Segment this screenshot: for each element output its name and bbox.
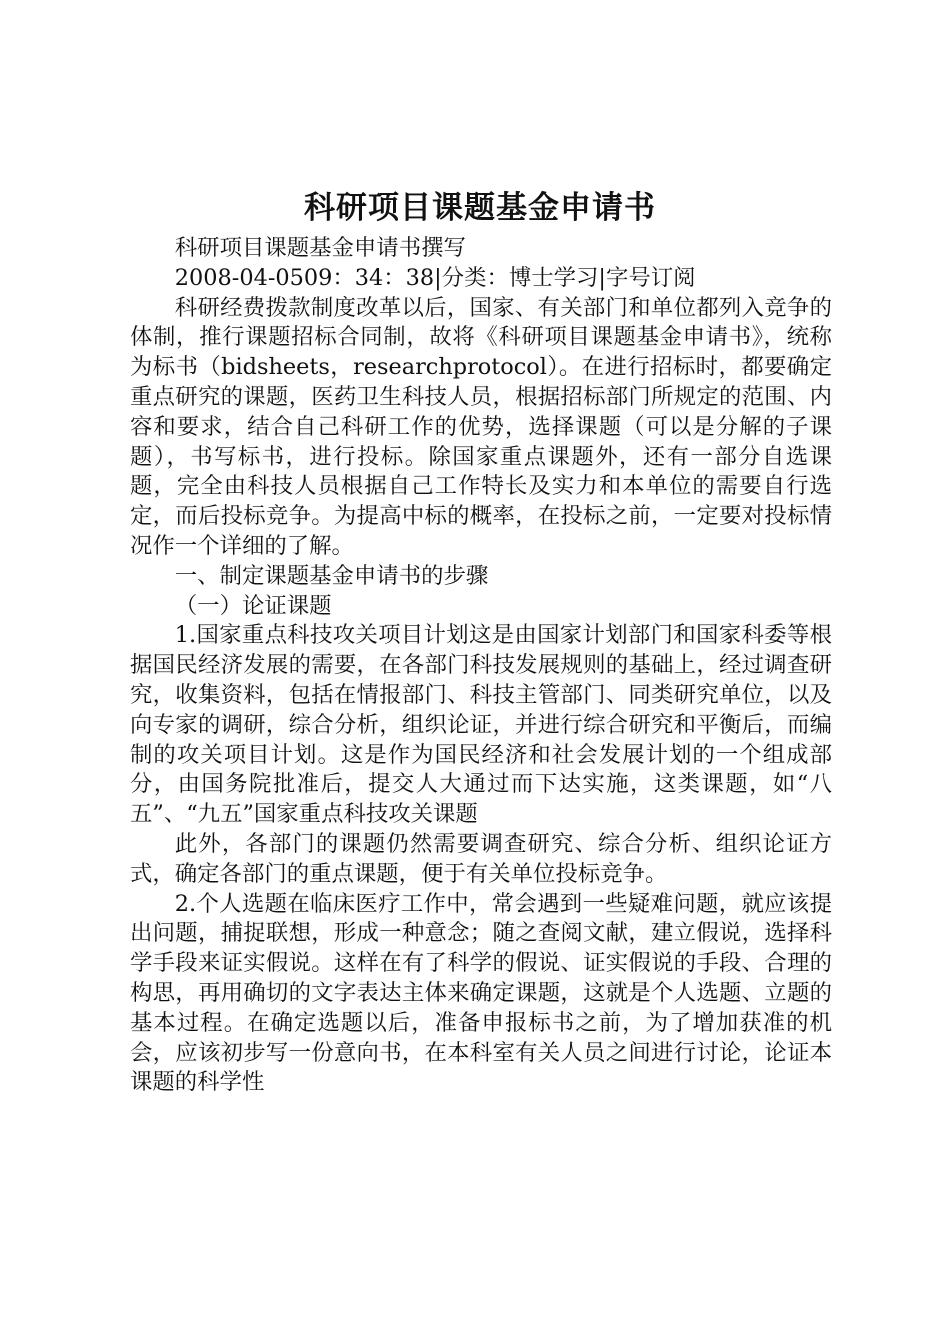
paragraph-personal-topics: 2.个人选题在临床医疗工作中，常会遇到一些疑难问题，就应该提出问题，捕捉联想，形成一种意念；随之查阅文献，建立假说，选择科学手段来证实假说。这样在有了科学的假说、证实假说的手段、合理的构思，再用确切的文字表达主体来确定课题，这就是个人选题、立题的基本过程。在确定选题以后，准备申报标书之前，为了增加获准的机会，应该初步写一份意向书，在本科室有关人员之间进行讨论，论证本课题的科学性 xyxy=(130,890,832,1096)
document-title: 科研项目课题基金申请书 xyxy=(304,190,656,226)
section-heading: 一、制定课题基金申请书的步骤 xyxy=(174,562,489,589)
document-body xyxy=(130,234,832,1098)
paragraph-intro: 科研经费拨款制度改革以后，国家、有关部门和单位都列入竞争的体制，推行课题招标合同制，故将《科研项目课题基金申请书》，统称为标书（bidsheets，researchprotocol）。在进行招标时，都要确定重点研究的课题，医药卫生科技人员，根据招标部门所规定的范围、内容和要求，结合自己科研工作的优势，选择课题（可以是分解的子课题），书写标书，进行投标。除国家重点课题外，还有一部分自选课题，完全由科技人员根据自己工作特长及实力和本单位的需要自行选定，而后投标竞争。为提高中标的概率，在投标之前，一定要对投标情况作一个详细的了解。 xyxy=(130,294,832,559)
meta-line: 2008-04-0509：34：38|分类：博士学习|字号订阅 xyxy=(174,264,696,291)
subtitle-line: 科研项目课题基金申请书撰写 xyxy=(174,235,466,261)
paragraph-national-projects: 1.国家重点科技攻关项目计划这是由国家计划部门和国家科委等根据国民经济发展的需要，在各部门科技发展规则的基础上，经过调查研究，收集资料，包括在情报部门、科技主管部门、同类研究单位，以及向专家的调研，综合分析，组织论证，并进行综合研究和平衡后，而编制的攻关项目计划。这是作为国民经济和社会发展计划的一个组成部分，由国务院批准后，提交人大通过而下达实施，这类课题，如“八五”、“九五”国家重点科技攻关课题 xyxy=(130,622,832,828)
paragraph-department-topics: 此外，各部门的课题仍然需要调查研究、综合分析、组织论证方式，确定各部门的重点课题，便于有关单位投标竞争。 xyxy=(130,830,832,887)
subsection-heading: （一）论证课题 xyxy=(174,592,332,619)
